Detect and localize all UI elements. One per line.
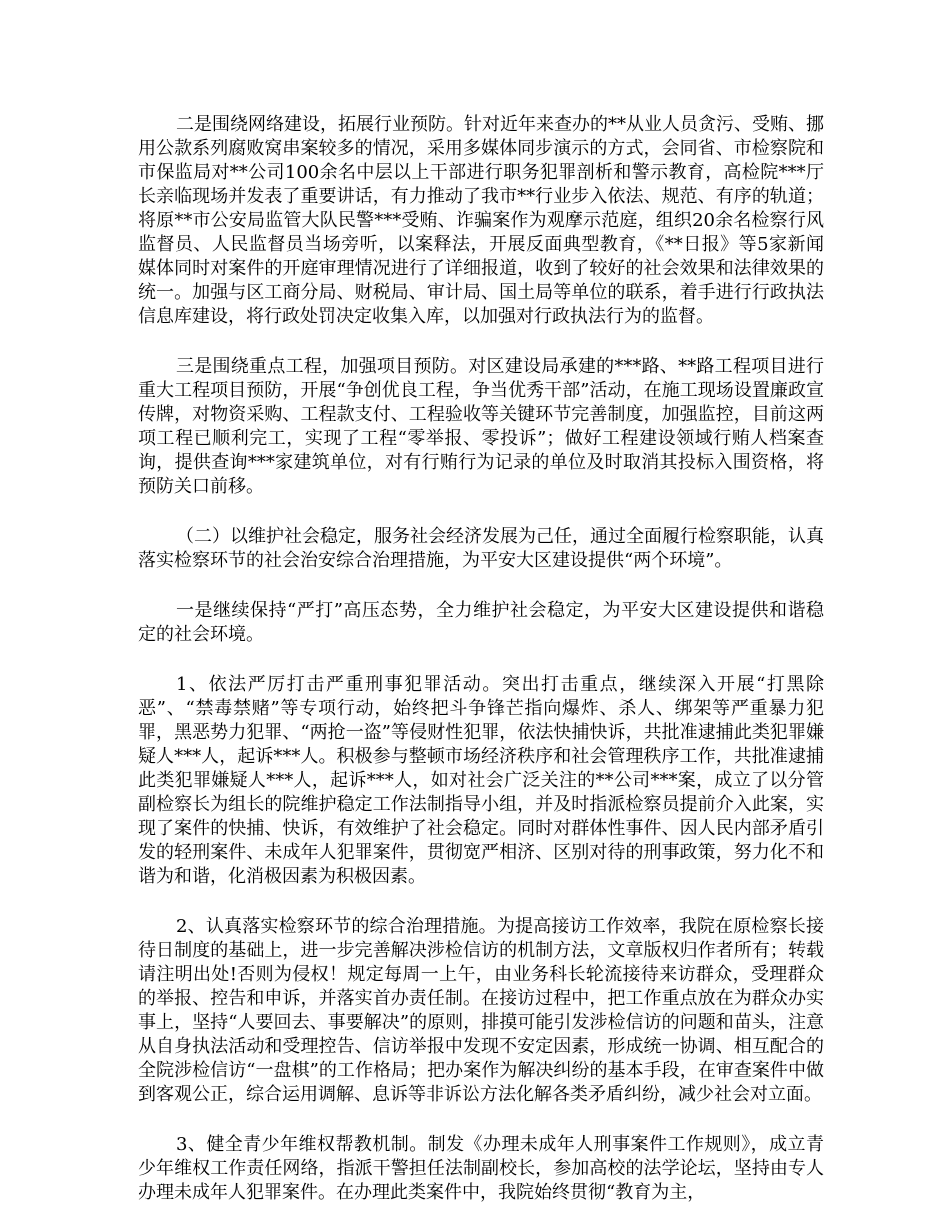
paragraph-strike-hard: 一是继续保持“严打”高压态势，全力维护社会稳定，为平安大区建设提供和谐稳定的社会环境。: [138, 600, 824, 645]
paragraph-project-prevention: 三是围绕重点工程，加强项目预防。对区建设局承建的***路、**路工程项目进行重大工程项目预防，开展“争创优良工程，争当优秀干部”活动，在施工现场设置廉政宣传牌，对物资采购、工程款支付、工程验收等关键环节完善制度，加强监控，目前这两项工程已顺利完工，实现了工程“零举报、零投诉”；做好工程建设领域行贿人档案查询，提供查询***家建筑单位，对有行贿行为记录的单位及时取消其投标入围资格，将预防关口前移。: [138, 356, 824, 497]
paragraph-item-3-youth-protection: 3、健全青少年维权帮教机制。制发《办理未成年人刑事案件工作规则》，成立青少年维权工作责任网络，指派干警担任法制副校长，参加高校的法学论坛，坚持由专人办理未成年人犯罪案件。在办理此类案件中，我院始终贯彻“教育为主，: [138, 1134, 824, 1203]
paragraph-item-1-criminal-activity: 1、依法严厉打击严重刑事犯罪活动。突出打击重点，继续深入开展“打黑除恶”、“禁毒禁赌”等专项行动，始终把斗争锋芒指向爆炸、杀人、绑架等严重暴力犯罪，黑恶势力犯罪、“两抢一盗”等侵财性犯罪，依法快捕快诉，共批准逮捕此类犯罪嫌疑人***人，起诉***人。积极参与整顿市场经济秩序和社会管理秩序工作，共批准逮捕此类犯罪嫌疑人***人，起诉***人，如对社会广泛关注的**公司***案，成立了以分管副检察长为组长的院维护稳定工作法制指导小组，并及时指派检察员提前介入此案，实现了案件的快捕、快诉，有效维护了社会稳定。同时对群体性事件、因人民内部矛盾引发的轻刑案件、未成年人犯罪案件，贯彻宽严相济、区别对待的刑事政策，努力化不和谐为和谐，化消极因素为积极因素。: [138, 674, 824, 887]
paragraph-social-stability-heading: （二）以维护社会稳定，服务社会经济发展为己任，通过全面履行检察职能，认真落实检察环节的社会治安综合治理措施，为平安大区建设提供“两个环境”。: [138, 526, 824, 571]
paragraph-item-2-comprehensive-governance: 2、认真落实检察环节的综合治理措施。为提高接访工作效率，我院在原检察长接待日制度的基础上，进一步完善解决涉检信访的机制方法，文章版权归作者所有；转载请注明出处!否则为侵权！规定每周一上午，由业务科长轮流接待来访群众，受理群众的举报、控告和申诉，并落实首办责任制。在接访过程中，把工作重点放在为群众办实事上，坚持“人要回去、事要解决”的原则，排摸可能引发涉检信访的问题和苗头，注意从自身执法活动和受理控告、信访举报中发现不安定因素，形成统一协调、相互配合的全院涉检信访“一盘棋”的工作格局；把办案作为解决纠纷的基本手段，在审查案件中做到客观公正，综合运用调解、息诉等非诉讼方法化解各类矛盾纠纷，减少社会对立面。: [138, 916, 824, 1105]
paragraph-network-prevention: 二是围绕网络建设，拓展行业预防。针对近年来查办的**从业人员贪污、受贿、挪用公款系列腐败窝串案较多的情况，采用多媒体同步演示的方式，会同省、市检察院和市保监局对**公司100余名中层以上干部进行职务犯罪剖析和警示教育，高检院***厅长亲临现场并发表了重要讲话，有力推动了我市**行业步入依法、规范、有序的轨道；将原**市公安局监管大队民警***受贿、诈骗案作为观摩示范庭，组织20余名检察行风监督员、人民监督员当场旁听，以案释法，开展反面典型教育，《**日报》等5家新闻媒体同时对案件的开庭审理情况进行了详细报道，收到了较好的社会效果和法律效果的统一。加强与区工商分局、财税局、审计局、国土局等单位的联系，着手进行行政执法信息库建设，将行政处罚决定收集入库，以加强对行政执法行为的监督。: [138, 114, 824, 327]
document-body: [138, 113, 824, 1205]
